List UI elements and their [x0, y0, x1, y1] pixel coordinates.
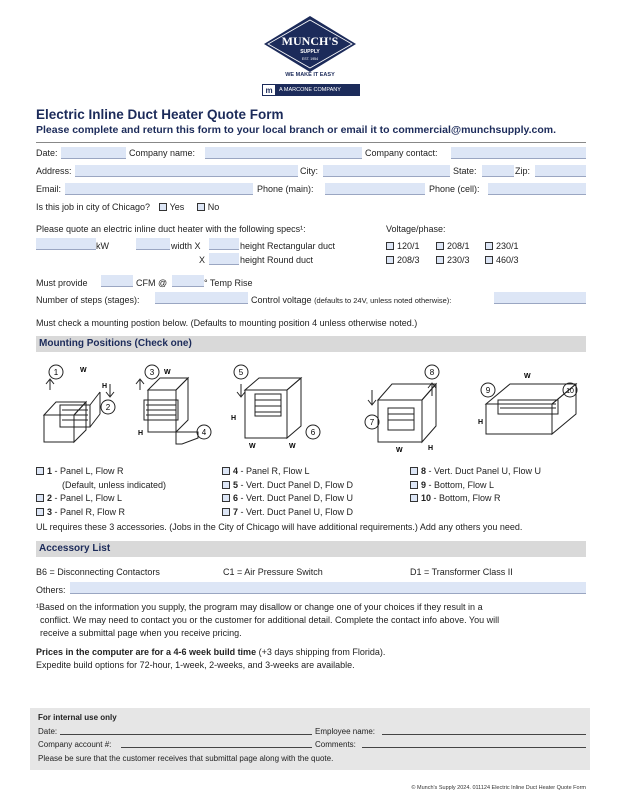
option-number: 8 [421, 466, 427, 476]
state-field[interactable] [482, 165, 514, 177]
mounting-option-8[interactable] [410, 466, 541, 476]
mounting-checkbox[interactable] [36, 467, 44, 475]
option-number: 6 [233, 493, 239, 503]
height-round-field[interactable] [209, 253, 239, 265]
munchs-supply-logo [262, 14, 358, 74]
fig-number-1: 1 [53, 368, 59, 377]
marcone-text: A MARCONE COMPANY [279, 87, 341, 93]
ul-note: UL requires these 3 accessories. (Jobs in the City of Chicago will have additional requirements.) Add any others you need. [36, 522, 523, 532]
state-label: State: [453, 166, 477, 176]
flow-arrow-icon [46, 379, 54, 390]
width-field[interactable] [136, 238, 170, 250]
chicago-question [36, 202, 219, 212]
steps-field[interactable] [155, 292, 248, 304]
footnote-line-3: receive a submittal page when you receive pricing. [40, 628, 242, 638]
option-number: 7 [233, 507, 239, 517]
voltage-label: Voltage/phase: [386, 224, 446, 234]
logo-sub-text: SUPPLY [300, 49, 320, 55]
width-x-label: width X [171, 241, 201, 251]
voltage-checkbox[interactable] [386, 256, 394, 264]
footer-copyright: © Munch's Supply 2024. 011124 Electric Inline Duct Heater Quote Form [411, 785, 586, 791]
internal-account-label: Company account #: [38, 740, 112, 749]
cfm-label: CFM @ [136, 278, 168, 288]
mounting-note: Must check a mounting postion below. (Defaults to mounting position 4 unless otherwise noted.) [36, 318, 418, 328]
internal-comments-label: Comments: [315, 740, 356, 749]
internal-comments-line[interactable] [362, 739, 586, 748]
must-provide-label: Must provide [36, 278, 88, 288]
control-voltage-field[interactable] [494, 292, 586, 304]
option-number: 9 [421, 480, 427, 490]
footnote-line-1: ¹Based on the information you supply, the program may disallow or change one of your choices if they result in a [36, 602, 483, 612]
company-contact-field[interactable] [451, 147, 586, 159]
internal-date-line[interactable] [60, 726, 312, 735]
diagram-panel-left [44, 365, 115, 442]
height-rect-label: height Rectangular duct [240, 241, 336, 251]
voltage-option-label: 230/1 [496, 241, 519, 251]
fig-w-label: W [289, 443, 296, 450]
fig-number-4: 4 [201, 428, 207, 437]
kw-field[interactable] [36, 238, 96, 250]
fig-h-label: H [138, 430, 144, 437]
fig-h-label: H [478, 419, 484, 426]
control-voltage-label [251, 295, 451, 305]
form-subtitle: Please complete and return this form to your local branch or email it to commercial@munchsupply.com. [36, 124, 556, 136]
internal-title: For internal use only [38, 713, 117, 722]
company-name-label: Company name: [129, 148, 196, 158]
internal-note: Please be sure that the customer receives that submittal page along with the quote. [38, 754, 334, 763]
option-text: - Vert. Duct Panel U, Flow U [426, 466, 542, 476]
voltage-option [436, 255, 470, 265]
mounting-option-3[interactable] [36, 507, 125, 517]
fig-number-7: 7 [369, 418, 375, 427]
mounting-default-note: (Default, unless indicated) [62, 480, 167, 490]
voltage-option-label: 120/1 [397, 241, 420, 251]
fig-number-3: 3 [149, 368, 155, 377]
accessory-d1: D1 = Transformer Class II [410, 567, 513, 577]
option-text: - Bottom, Flow L [426, 480, 495, 490]
chicago-no-label: No [207, 202, 220, 212]
option-number: 10 [421, 493, 432, 503]
mounting-option-2[interactable] [36, 493, 122, 503]
chicago-yes-checkbox[interactable] [159, 203, 167, 211]
fig-w-label: W [164, 369, 171, 376]
mounting-section-header [36, 336, 586, 352]
fig-number-8: 8 [429, 368, 435, 377]
accessory-section-title: Accessory List [39, 543, 111, 554]
mounting-checkbox[interactable] [222, 481, 230, 489]
round-x-label: X [199, 255, 206, 265]
fig-number-6: 6 [310, 428, 316, 437]
control-voltage-text: Control voltage [251, 295, 312, 305]
logo-est-text: EST. 1954 [301, 57, 319, 61]
fig-h-label: H [231, 415, 237, 422]
phone-cell-field[interactable] [488, 183, 586, 195]
mounting-checkbox[interactable] [410, 467, 418, 475]
mounting-option-10[interactable] [410, 493, 501, 503]
chicago-question-text: Is this job in city of Chicago? [36, 202, 151, 212]
option-number: 4 [233, 466, 239, 476]
voltage-option-label: 208/1 [447, 241, 470, 251]
internal-date-label: Date: [38, 727, 58, 736]
internal-employee-line[interactable] [382, 726, 586, 735]
control-voltage-note: (defaults to 24V, unless noted otherwise): [314, 296, 452, 305]
diagram-bottom [478, 373, 577, 434]
option-number: 1 [47, 466, 53, 476]
footnote-line-2: conflict. We may need to contact you or the customer for additional detail. Complete the contact info above. You will [40, 615, 500, 625]
flow-arrow-icon [368, 390, 376, 405]
option-text: - Vert. Duct Panel D, Flow D [238, 480, 354, 490]
voltage-option-label: 230/3 [447, 255, 470, 265]
temp-rise-field[interactable] [172, 275, 204, 287]
fig-h-label: H [102, 383, 108, 390]
option-text: - Panel R, Flow R [52, 507, 126, 517]
form-title: Electric Inline Duct Heater Quote Form [36, 107, 284, 122]
accessory-section-header [36, 541, 586, 557]
fig-number-5: 5 [238, 368, 244, 377]
flow-arrow-icon [106, 384, 114, 397]
marcone-badge [262, 84, 360, 96]
fig-w-label: W [396, 447, 403, 454]
diagram-vertical-panel-d [231, 365, 320, 450]
mounting-option-1[interactable] [36, 466, 124, 476]
fig-h-label: H [428, 445, 434, 452]
option-text: - Bottom, Flow R [431, 493, 501, 503]
company-name-field[interactable] [205, 147, 362, 159]
specs-intro: Please quote an electric inline duct heater with the following specs¹: [36, 224, 306, 234]
date-field[interactable] [61, 147, 126, 159]
prices-note [36, 647, 385, 657]
city-field[interactable] [323, 165, 450, 177]
fig-number-9: 9 [485, 386, 491, 395]
mounting-option-7[interactable] [222, 507, 353, 517]
phone-cell-label: Phone (cell): [429, 184, 480, 194]
fig-w-label: W [249, 443, 256, 450]
flow-arrow-icon [136, 379, 144, 390]
mounting-checkbox[interactable] [222, 494, 230, 502]
mounting-option-4[interactable] [222, 466, 310, 476]
email-field[interactable] [65, 183, 253, 195]
prices-rest: (+3 days shipping from Florida). [256, 647, 386, 657]
mounting-option-6[interactable] [222, 493, 353, 503]
prices-bold: Prices in the computer are for a 4-6 week build time [36, 647, 257, 657]
voltage-checkbox[interactable] [386, 242, 394, 250]
mounting-checkbox[interactable] [410, 481, 418, 489]
zip-label: Zip: [515, 166, 531, 176]
address-label: Address: [36, 166, 72, 176]
mounting-checkbox[interactable] [36, 508, 44, 516]
fig-number-10: 10 [566, 388, 574, 395]
height-round-label: height Round duct [240, 255, 314, 265]
option-text: - Panel L, Flow R [52, 466, 124, 476]
kw-label: kW [96, 241, 109, 251]
mounting-checkbox[interactable] [222, 467, 230, 475]
mounting-checkbox[interactable] [410, 494, 418, 502]
mounting-option-5[interactable] [222, 480, 353, 490]
email-label: Email: [36, 184, 62, 194]
mounting-checkbox[interactable] [36, 494, 44, 502]
title-divider [36, 142, 586, 143]
voltage-checkbox[interactable] [436, 256, 444, 264]
accessory-b6: B6 = Disconnecting Contactors [36, 567, 160, 577]
logo-main-text: MUNCH'S [281, 34, 339, 48]
option-text: - Panel L, Flow L [52, 493, 123, 503]
zip-field[interactable] [535, 165, 586, 177]
address-field[interactable] [75, 165, 298, 177]
chicago-yes-label: Yes [169, 202, 185, 212]
internal-employee-label: Employee name: [315, 727, 376, 736]
voltage-option [436, 241, 470, 251]
others-label: Others: [36, 585, 66, 595]
option-text: - Panel R, Flow L [238, 466, 310, 476]
voltage-option-label: 208/3 [397, 255, 420, 265]
fig-w-label: W [524, 373, 531, 380]
accessory-c1: C1 = Air Pressure Switch [223, 567, 323, 577]
fig-w-label: W [80, 367, 87, 374]
height-rect-field[interactable] [209, 238, 239, 250]
voltage-option [485, 241, 519, 251]
steps-label: Number of steps (stages): [36, 295, 140, 305]
others-field[interactable] [70, 582, 586, 594]
phone-main-label: Phone (main): [257, 184, 314, 194]
diagram-panel-right [136, 365, 211, 444]
tagline: WE MAKE IT EASY [285, 72, 335, 78]
option-number: 3 [47, 507, 53, 517]
company-contact-label: Company contact: [365, 148, 438, 158]
marcone-mark: m [262, 84, 276, 96]
mounting-checkbox[interactable] [222, 508, 230, 516]
city-label: City: [300, 166, 318, 176]
cfm-field[interactable] [101, 275, 133, 287]
voltage-checkbox[interactable] [485, 242, 493, 250]
internal-account-line[interactable] [121, 739, 312, 748]
phone-main-field[interactable] [325, 183, 425, 195]
voltage-checkbox[interactable] [436, 242, 444, 250]
voltage-option-label: 460/3 [496, 255, 519, 265]
mounting-section-title: Mounting Positions (Check one) [39, 338, 192, 349]
chicago-no-checkbox[interactable] [197, 203, 205, 211]
expedite-note: Expedite build options for 72-hour, 1-week, 2-weeks, and 3-weeks are available. [36, 660, 355, 670]
voltage-checkbox[interactable] [485, 256, 493, 264]
option-number: 2 [47, 493, 53, 503]
option-text: - Vert. Duct Panel U, Flow D [238, 507, 354, 517]
voltage-option [386, 241, 420, 251]
mounting-diagrams [36, 360, 586, 460]
option-number: 5 [233, 480, 239, 490]
diagram-vertical-panel-u [365, 365, 439, 454]
option-text: - Vert. Duct Panel D, Flow U [238, 493, 354, 503]
temp-rise-label: ° Temp Rise [204, 278, 253, 288]
mounting-option-9[interactable] [410, 480, 494, 490]
date-label: Date: [36, 148, 58, 158]
fig-number-2: 2 [105, 403, 111, 412]
voltage-option [386, 255, 420, 265]
voltage-option [485, 255, 519, 265]
